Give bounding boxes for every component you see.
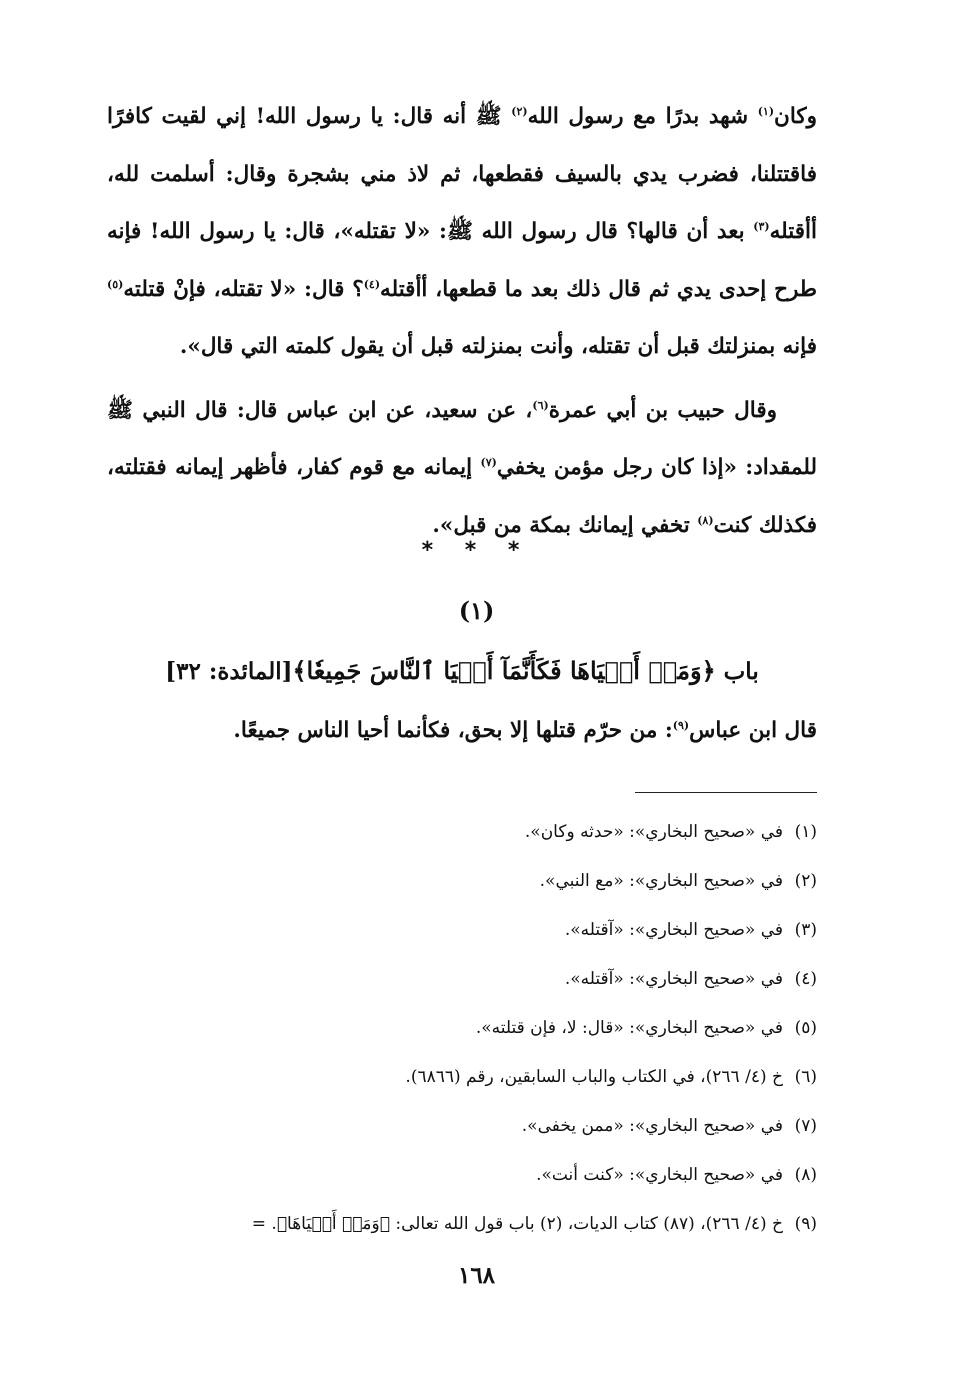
main-text bbox=[107, 88, 817, 554]
chapter-number: (١) bbox=[458, 596, 495, 625]
footnote-number: (٥) bbox=[794, 1018, 817, 1038]
text-run: ؟ قال: «لا تقتله، فإنْ قتلته bbox=[123, 276, 364, 302]
footnote-number: (٩) bbox=[794, 1214, 817, 1234]
footnote-text: في «صحيح البخاري»: «مع النبي». bbox=[539, 871, 783, 891]
footnote-text: في «صحيح البخاري»: «آقتله». bbox=[564, 969, 783, 989]
chapter-title bbox=[107, 656, 817, 685]
text-run: شهد بدرًا مع رسول الله bbox=[527, 104, 758, 129]
footnote-number: (٨) bbox=[794, 1165, 817, 1185]
footnote-item bbox=[97, 1102, 817, 1151]
footnote-text: في «صحيح البخاري»: «ممن يخفى». bbox=[521, 1116, 783, 1136]
quran-verse: ﴿وَمَنۡ أَحۡيَاهَا فَكَأَنَّمَآ أَحۡيَا ٱلنَّاسَ جَمِيعٗا﴾ bbox=[292, 656, 716, 685]
footnote-text: خ (٤/ ٢٦٦)، في الكتاب والباب السابقين، رقم (٦٨٦٦). bbox=[405, 1067, 783, 1087]
chapter-title-prefix: باب bbox=[723, 658, 759, 685]
section-separator: * * * bbox=[421, 538, 532, 563]
footnote-number: (٢) bbox=[794, 871, 817, 891]
text-run: وكان bbox=[774, 104, 818, 129]
footnote-text: في «صحيح البخاري»: «آقتله». bbox=[564, 920, 783, 940]
footnote-divider bbox=[635, 792, 817, 793]
footnote-ref[interactable]: (٢) bbox=[511, 104, 528, 118]
footnote-number: (٦) bbox=[794, 1067, 817, 1087]
footnote-ref[interactable]: (٥) bbox=[107, 277, 124, 291]
footnote-item bbox=[97, 808, 817, 857]
chapter-body bbox=[107, 718, 817, 743]
footnote-item bbox=[97, 1053, 817, 1102]
footnote-ref[interactable]: (٤) bbox=[363, 277, 381, 291]
text-run: ﷺ أنه قال: يا رسول الله! إني لقيت كافرًا فاقتتلنا، فضرب يدي بالسيف فقطعها، ثم لاذ مني بشجرة وقال: أسلمت لله، أأقتله bbox=[107, 104, 817, 244]
footnote-item bbox=[97, 1200, 817, 1249]
footnote-text: في «صحيح البخاري»: «كنت أنت». bbox=[536, 1165, 783, 1185]
text-run: ، عن سعيد، عن ابن عباس قال: قال النبي ﷺ للمقداد: «إذا كان رجل مؤمن يخفي bbox=[107, 397, 818, 480]
footnote-ref[interactable]: (٣) bbox=[753, 219, 770, 233]
text-run: تخفي إيمانك بمكة من قبل». bbox=[432, 512, 698, 538]
footnote-item bbox=[97, 857, 817, 906]
paragraph-2 bbox=[107, 382, 817, 555]
footnote-item bbox=[97, 906, 817, 955]
footnote-text: في «صحيح البخاري»: «قال: لا، فإن قتلته». bbox=[475, 1018, 783, 1038]
footnote-item bbox=[97, 1004, 817, 1053]
footnote-ref[interactable]: (٦) bbox=[532, 398, 549, 412]
page-number: ١٦٨ bbox=[457, 1262, 496, 1289]
text-run: وقال حبيب بن أبي عمرة bbox=[548, 397, 777, 423]
verse-reference: [المائدة: ٣٢] bbox=[165, 658, 293, 685]
paragraph-1 bbox=[107, 88, 817, 376]
footnote-item bbox=[97, 955, 817, 1004]
footnote-number: (٧) bbox=[794, 1116, 817, 1136]
footnote-ref[interactable]: (١) bbox=[757, 104, 775, 118]
footnote-item bbox=[97, 1151, 817, 1200]
footnotes-list bbox=[97, 808, 817, 1249]
footnote-text: خ (٤/ ٢٦٦)، (٨٧) كتاب الديات، (٢) باب قول الله تعالى: ﴿وَمَنۡ أَحۡيَاهَا﴾. = bbox=[251, 1214, 783, 1234]
text-run: قال ابن عباس bbox=[689, 718, 817, 743]
footnote-ref[interactable]: (٧) bbox=[480, 455, 497, 469]
footnote-number: (٣) bbox=[794, 920, 817, 940]
text-run: : من حرّم قتلها إلا بحق، فكأنما أحيا الناس جميعًا. bbox=[233, 718, 673, 743]
text-run: فإنه بمنزلتك قبل أن تقتله، وأنت بمنزلته قبل أن يقول كلمته التي قال». bbox=[179, 334, 817, 359]
footnote-ref[interactable]: (٨) bbox=[697, 513, 714, 527]
text-run: بعد أن قالها؟ قال رسول الله ﷺ: «لا تقتله»، قال: يا رسول الله! فإنه طرح إحدى يدي ثم قال ذلك بعد ما قطعها، أأقتله bbox=[107, 219, 817, 302]
footnote-text: في «صحيح البخاري»: «حدثه وكان». bbox=[524, 822, 783, 842]
footnote-number: (١) bbox=[794, 822, 817, 842]
footnote-number: (٤) bbox=[794, 969, 817, 989]
text-run: إيمانه مع قوم كفار، فأظهر إيمانه فقتلته، فكذلك كنت bbox=[107, 455, 817, 538]
footnote-ref[interactable]: (٩) bbox=[672, 718, 690, 732]
